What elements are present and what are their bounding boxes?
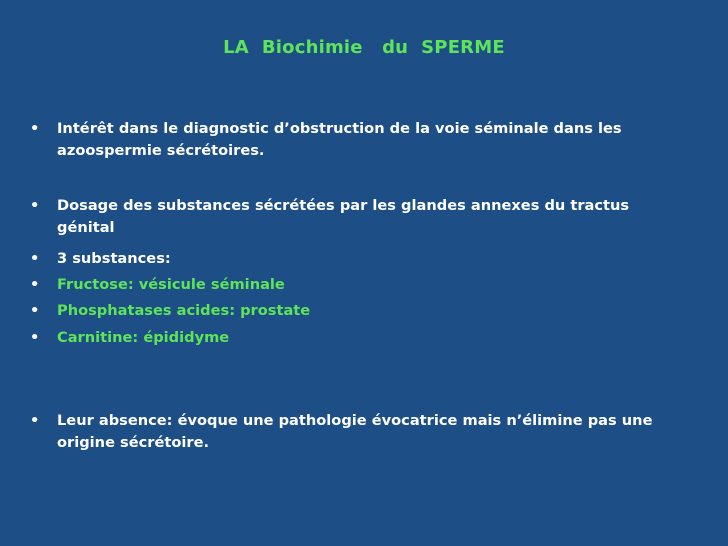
bullet-dot: • [30, 302, 40, 319]
bullet-item [30, 327, 690, 349]
bullet-text: Carnitine: épididyme [57, 329, 230, 346]
bullet-dot: • [30, 276, 40, 293]
bullet-item [30, 300, 690, 322]
bullet-item [30, 195, 690, 239]
slide-title: LA Biochimie du SPERME [223, 37, 505, 58]
bullet-text: 3 substances: [57, 250, 171, 267]
bullet-dot: • [30, 329, 40, 346]
bullet-dot: • [30, 197, 40, 214]
bullet-text: Intérêt dans le diagnostic d’obstruction de la voie séminale dans les azoospermie sécrétoires. [57, 120, 622, 159]
bullet-dot: • [30, 412, 40, 429]
bullet-dot: • [30, 250, 40, 267]
bullet-text: Phosphatases acides: prostate [57, 302, 311, 319]
bullet-dot: • [30, 120, 40, 137]
bullet-text: Dosage des substances sécrétées par les glandes annexes du tractus génital [57, 197, 630, 236]
bullet-item [30, 248, 690, 270]
bullet-item [30, 410, 690, 454]
bullet-item [30, 274, 690, 296]
bullet-text: Leur absence: évoque une pathologie évocatrice mais n’élimine pas une origine sécrétoire. [57, 412, 653, 451]
bullet-item [30, 118, 690, 162]
bullet-text: Fructose: vésicule séminale [57, 276, 285, 293]
